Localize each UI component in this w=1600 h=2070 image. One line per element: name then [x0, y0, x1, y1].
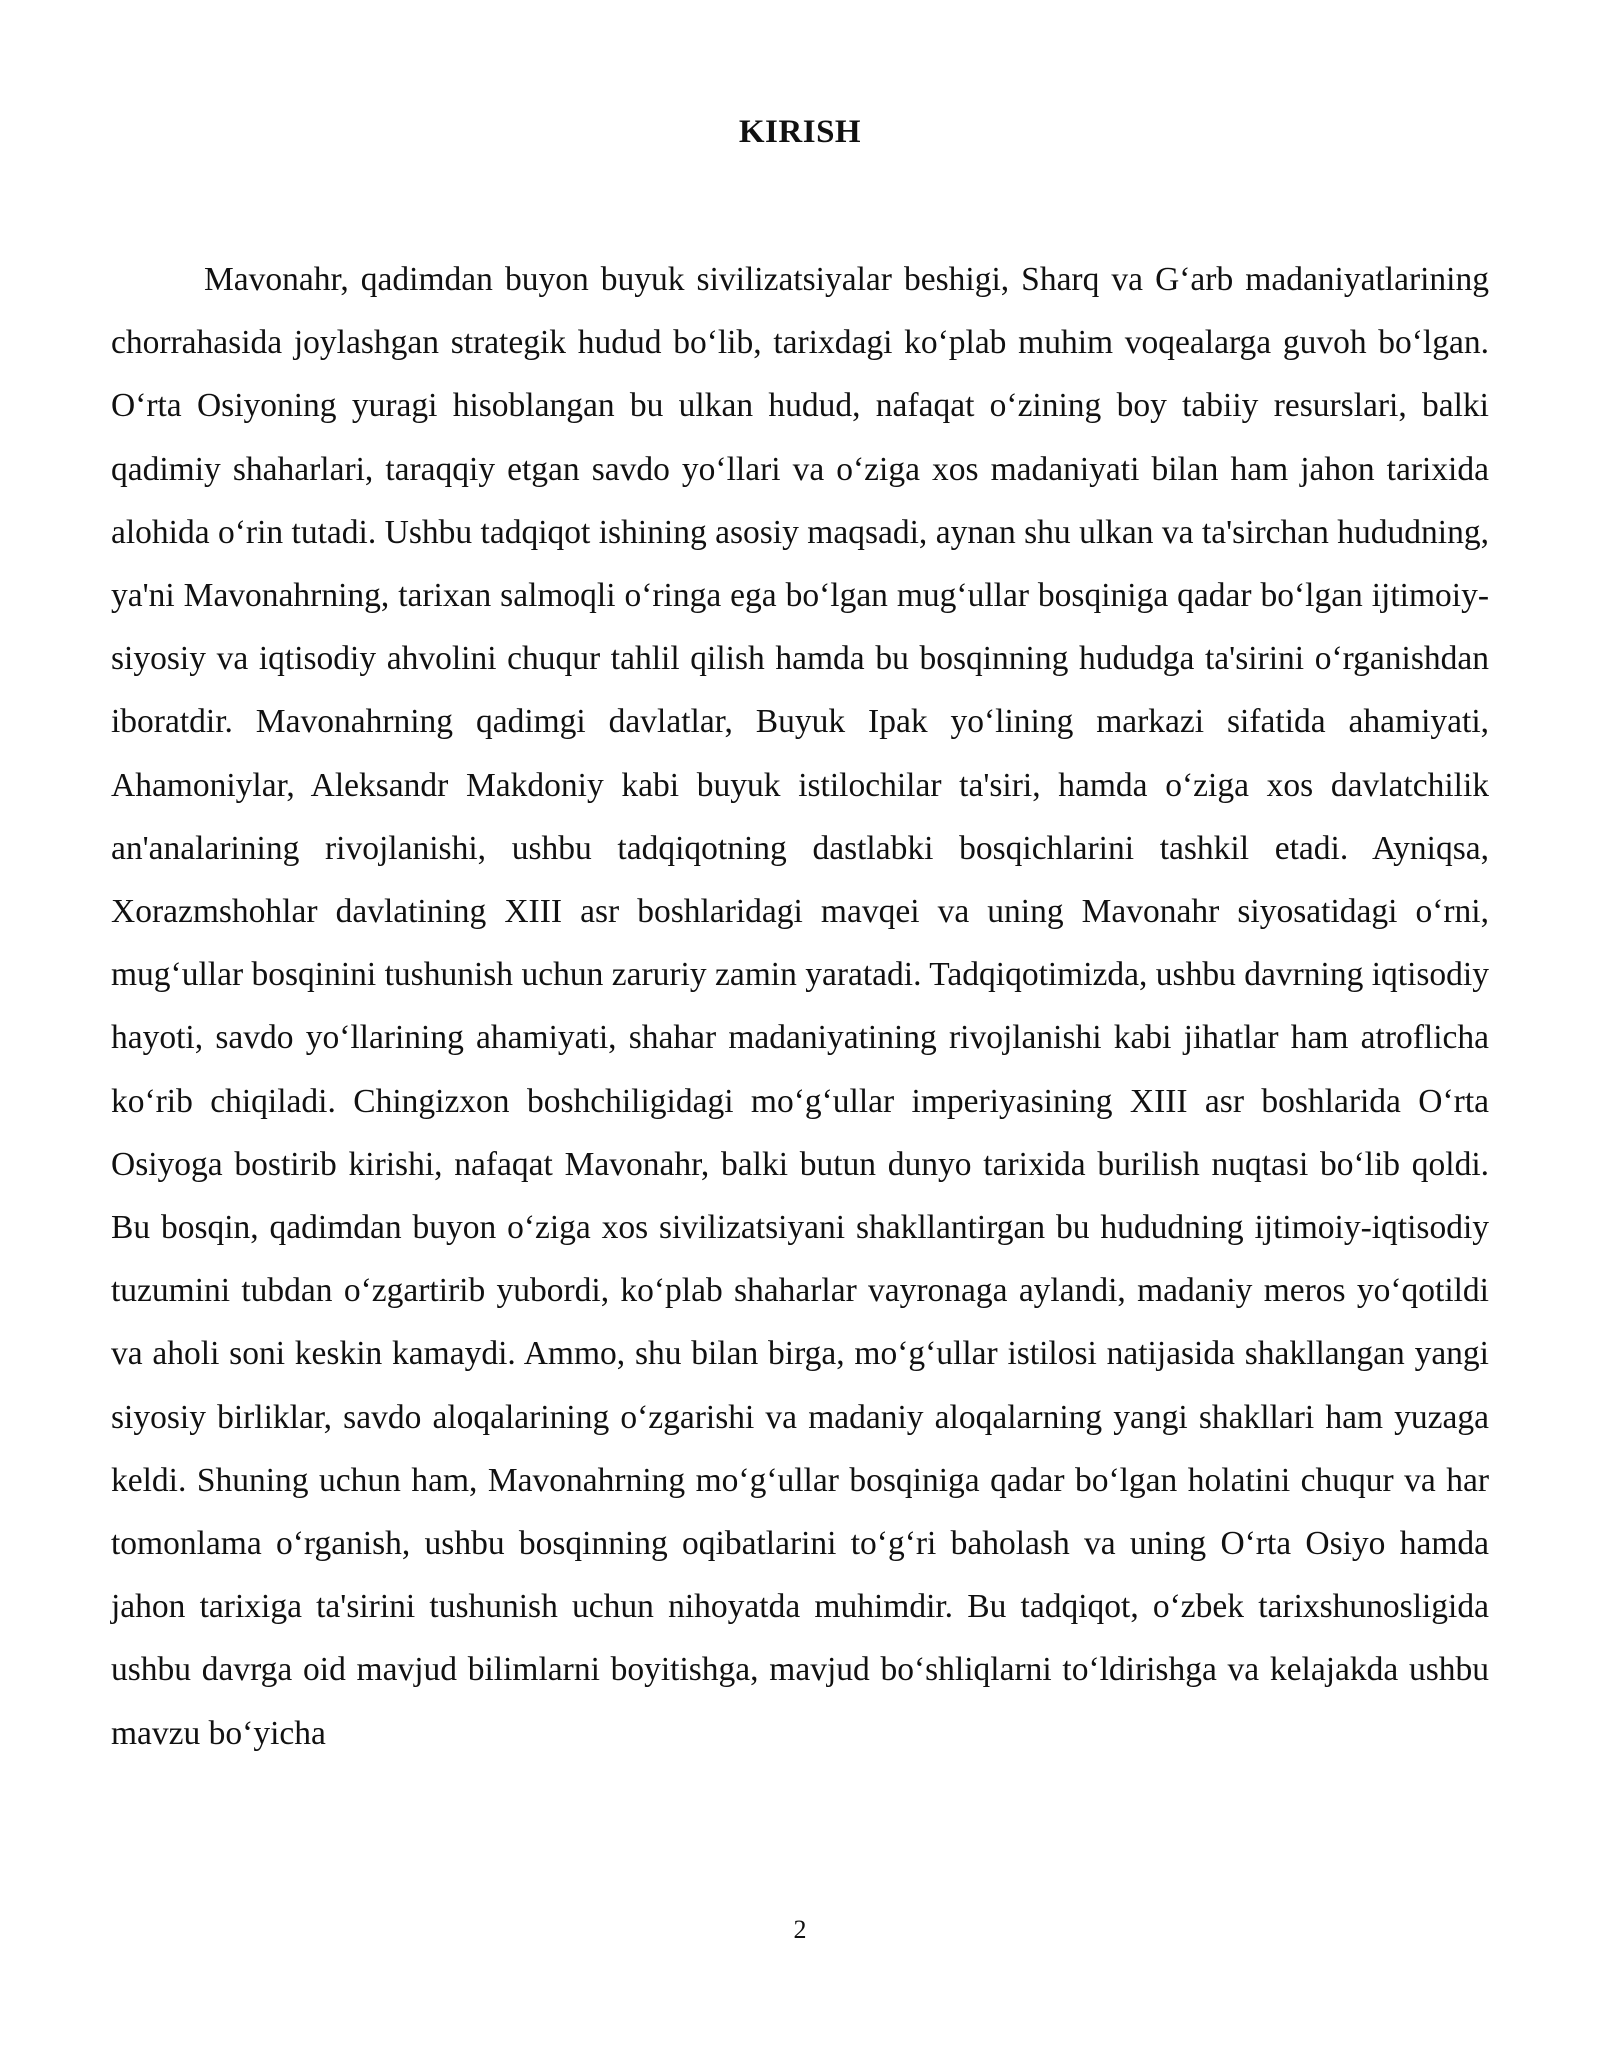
- body-paragraph: Mavonahr, qadimdan buyon buyuk sivilizatsiyalar beshigi, Sharq va G‘arb madaniyatlarining chorrahasida joylashgan strategik hudud bo‘lib, tarixdagi ko‘plab muhim voqealarga guvoh bo‘lgan. O‘rta Osiyoning yuragi hisoblangan bu ulkan hudud, nafaqat o‘zining boy tabiiy resurslari, balki qadimiy shaharlari, taraqqiy etgan savdo yo‘llari va o‘ziga xos madaniyati bilan ham jahon tarixida alohida o‘rin tutadi. Ushbu tadqiqot ishining asosiy maqsadi, aynan shu ulkan va ta'sirchan hududning, ya'ni Mavonahrning, tarixan salmoqli o‘ringa ega bo‘lgan mug‘ullar bosqiniga qadar bo‘lgan ijtimoiy-siyosiy va iqtisodiy ahvolini chuqur tahlil qilish hamda bu bosqinning hududga ta'sirini o‘rganishdan iboratdir. Mavonahrning qadimgi davlatlar, Buyuk Ipak yo‘lining markazi sifatida ahamiyati, Ahamoniylar, Aleksandr Makdoniy kabi buyuk istilochilar ta'siri, hamda o‘ziga xos davlatchilik an'analarining rivojlanishi, ushbu tadqiqotning dastlabki bosqichlarini tashkil etadi. Ayniqsa, Xorazmshohlar davlatining XIII asr boshlaridagi mavqei va uning Mavonahr siyosatidagi o‘rni, mug‘ullar bosqinini tushunish uchun zaruriy zamin yaratadi. Tadqiqotimizda, ushbu davrning iqtisodiy hayoti, savdo yo‘llarining ahamiyati, shahar madaniyatining rivojlanishi kabi jihatlar ham atroflicha ko‘rib chiqiladi. Chingizxon boshchiligidagi mo‘g‘ullar imperiyasining XIII asr boshlarida O‘rta Osiyoga bostirib kirishi, nafaqat Mavonahr, balki butun dunyo tarixida burilish nuqtasi bo‘lib qoldi. Bu bosqin, qadimdan buyon o‘ziga xos sivilizatsiyani shakllantirgan bu hududning ijtimoiy-iqtisodiy tuzumini tubdan o‘zgartirib yubordi, ko‘plab shaharlar vayronaga aylandi, madaniy meros yo‘qotildi va aholi soni keskin kamaydi. Ammo, shu bilan birga, mo‘g‘ullar istilosi natijasida shakllangan yangi siyosiy birliklar, savdo aloqalarining o‘zgarishi va madaniy aloqalarning yangi shakllari ham yuzaga keldi. Shuning uchun ham, Mavonahrning mo‘g‘ullar bosqiniga qadar bo‘lgan holatini chuqur va har tomonlama o‘rganish, ushbu bosqinning oqibatlarini to‘g‘ri baholash va uning O‘rta Osiyo hamda jahon tarixiga ta'sirini tushunish uchun nihoyatda muhimdir. Bu tadqiqot, o‘zbek tarixshunosligida ushbu davrga oid mavjud bilimlarni boyitishga, mavjud bo‘shliqlarni to‘ldirishga va kelajakda ushbu mavzu bo‘yicha: [111, 261, 1489, 1752]
- page-title: KIRISH: [738, 114, 862, 150]
- page-number: 2: [793, 1915, 807, 1944]
